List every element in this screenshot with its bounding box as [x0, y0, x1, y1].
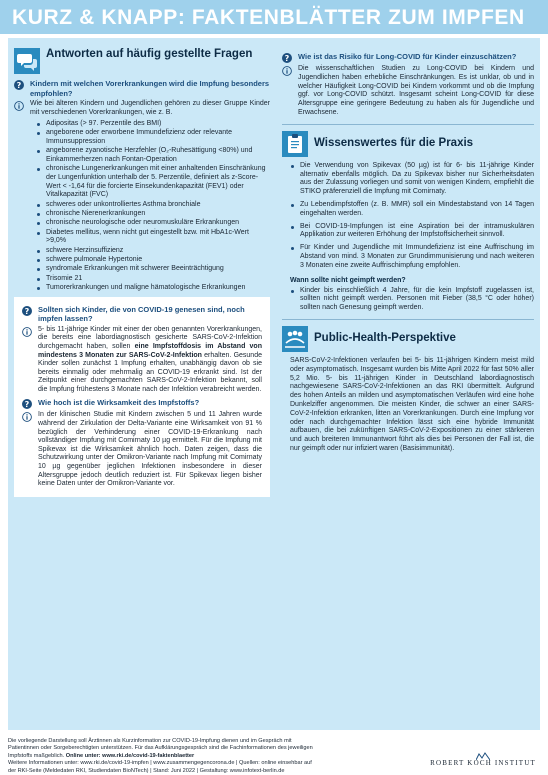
- list-item: chronische Nierenerkrankungen: [36, 210, 270, 219]
- question-icon: [22, 399, 32, 409]
- clipboard-icon: [282, 131, 308, 157]
- banner: [0, 0, 548, 34]
- question-icon: [14, 80, 24, 90]
- banner-title: KURZ & KNAPP: FAKTENBLÄTTER ZUM IMPFEN: [12, 6, 525, 29]
- svg-text:?: ?: [16, 81, 22, 90]
- footer-text: Impfstoffs maßgeblich.: [8, 752, 66, 759]
- list-item: Die Verwendung von Spikevax (50 µg) ist für 6- bis 11-jährige Kinder alternativ ebenfalls möglich. Da zu Spikevax bisher nur Sicherheitsdaten aus der Zulassung vorliegen und somit von wenigen Kindern, empfiehlt die STIKO präferenziell die Impfung mit Comirnaty.: [290, 162, 534, 197]
- list-item: Für Kinder und Jugendliche mit Immundefizienz ist eine Auffrischung im Abstand von mind. 3 Monaten zur Grundimmunisierung und nach weiteren 3 Monaten eine zweite Auffrischimpfung empfohlen.: [290, 244, 534, 270]
- footer-online-link[interactable]: Online unter: www.rki.de/covid-19-faktenblaetter: [65, 752, 195, 759]
- answer-4: [282, 65, 534, 118]
- footer-line: Die vorliegende Darstellung soll Ärztinnen als Kurzinformation zur COVID-19-Impfung dienen und im Gespräch mit: [8, 738, 292, 744]
- people-hands-icon: [282, 326, 308, 352]
- answer-2: [22, 326, 262, 395]
- footer-line: der RKI-Seite (Meldedaten RKI, Studiendaten BioNTech) | Stand: Juni 2022 | Gestaltung: www.infotext-berlin.de: [8, 767, 285, 774]
- svg-text:?: ?: [284, 54, 290, 63]
- list-item: angeborene oder erworbene Immundefizienz oder relevante Immunsuppression: [36, 129, 270, 147]
- answer-1-intro: Wie bei älteren Kindern und Jugendlichen gehören zu dieser Gruppe Kinder mit verschiedenen Vorerkrankungen, wie z. B.: [30, 100, 270, 116]
- rki-logo: [426, 752, 536, 768]
- answer-3: [22, 411, 262, 488]
- footer: [8, 738, 408, 775]
- praxis-title: Wissenswertes für die Praxis: [314, 136, 474, 149]
- info-icon: [14, 101, 24, 111]
- list-item: schwere pulmonale Hypertonie: [36, 256, 270, 265]
- answer-2-text: [38, 326, 262, 395]
- info-icon: [22, 327, 32, 337]
- content-panel: [8, 38, 540, 730]
- question-1-text: Kindern mit welchen Vorerkrankungen wird die Impfung besonders empfohlen?: [30, 79, 270, 98]
- divider: [282, 124, 534, 125]
- question-2-box: [14, 297, 270, 497]
- answer-4-text: Die wissenschaftlichen Studien zu Long-COVID bei Kindern und Jugendlichen haben erhebliche Einschränkungen. Es ist unklar, ob und in welcher Häufigkeit Long-COVID bei Kindern vorkommt und ob die Impfung ggf. vor Long-COVID schützt. Insgesamt scheint Long-COVID für diese Altersgruppe eine geringere Bedeutung zu haben als für Jugendliche und Erwachsene.: [298, 65, 534, 116]
- right-column: [282, 48, 534, 454]
- question-3-text: Wie hoch ist die Wirksamkeit des Impfstoffs?: [38, 398, 200, 408]
- question-3: [22, 398, 262, 409]
- question-4-text: Wie ist das Risiko für Long-COVID für Kinder einzuschätzen?: [298, 52, 517, 61]
- question-icon: [282, 53, 292, 63]
- praxis-list: [290, 162, 534, 271]
- conditions-list: [36, 120, 270, 293]
- answer-3-text: In der klinischen Studie mit Kindern zwischen 5 und 11 Jahren wurde während der Zirkulation der Delta-Variante eine Wirksamkeit von 91 % bezüglich der Verhinderung einer COVID-19-Erkrankung nach vollständiger Impfung mit Comirnaty 10 µg ermittelt. Für die Impfung mit Spikevax ist die Wirksamkeit ähnlich hoch. Daten zeigen, dass die Schutzwirkung unter der Omikron-Variante nach Impfung mit Comirnaty 10 µg gegenüber jeglichen Infektionen insbesondere in dieser Altersgruppe jedoch deutlich reduziert ist. Für Spikevax liegen bisher keine Daten unter der Omikron-Variante vor.: [38, 411, 262, 488]
- list-item: Bei COVID-19-Impfungen ist eine Aspiration bei der intramuskulären Applikation zur weiteren Erhöhung der Impfstoffsicherheit sinnvoll.: [290, 223, 534, 241]
- footer-line: Patientinnen oder Sorgeberechtigten unterstützen. Für das Aufklärungsgespräch sind die Fachinformationen des jeweiligen: [8, 745, 313, 752]
- list-item: angeborene zyanotische Herzfehler (O₂-Ruhesättigung <80%) und Einkammerherzen nach Fontan-Operation: [36, 147, 270, 165]
- public-health-header: [282, 326, 534, 352]
- answer-1: [14, 100, 270, 118]
- public-health-text: SARS-CoV-2-Infektionen verlaufen bei 5- bis 11-jährigen Kindern meist mild oder asymptomatisch. Insgesamt wurden bis Mitte April 2022 für fast 50% aller 5,2 Mio. 5- bis 11-jährigen Kinder in Deutschland labordiagnostisch nachgewiesene SARS-CoV-2-Infektionen an das RKI übermittelt. Aufgrund des hohen Anteils an milden und asymptomatischen Verläufen wird eine hohe Dunkelziffer angenommen. Die meisten Kinder, die schwer an einer SARS-CoV-2-Infektion erkranken, litten an Vorerkrankungen. Durch eine Impfung vor oder nach durchgemachter Infektion lässt sich eine hybride Immunität aufbauen, die bei zukünftigen SARS-CoV-2-Expositionen zu einer stärkeren und auch breiteren Immunantwort führt als dies bei Personen der Fall ist, die nur geimpft oder nur infiziert waren (Basisimmunität).: [290, 356, 534, 452]
- svg-text:?: ?: [24, 400, 30, 410]
- list-item: Tumorerkrankungen und maligne hämatologische Erkrankungen: [36, 284, 270, 293]
- public-health-title: Public-Health-Perspektive: [314, 331, 456, 344]
- no-vacc-list: [290, 287, 534, 313]
- answer-2-bold: eine Impfstoffdosis im Abstand von mindestens 3 Monaten zur SARS-CoV-2-Infektion: [38, 342, 262, 359]
- list-item: Zu Lebendimpfstoffen (z. B. MMR) soll ein Mindestabstand von 14 Tagen eingehalten werden.: [290, 201, 534, 219]
- list-item: syndromale Erkrankungen mit schwerer Beeinträchtigung: [36, 265, 270, 274]
- no-vacc-heading: Wann sollte nicht geimpft werden?: [290, 276, 406, 284]
- list-item: chronische Lungenerkrankungen mit einer anhaltenden Einschränkung der Lungenfunktion unterhalb der 5. Perzentile, definiert als z-Score-Wert < -1,64 für die forcierte Einsekundenkapazität (FEV1) oder Vitalkapazität (FVC): [36, 165, 270, 200]
- footer-line: [8, 753, 408, 760]
- answer-2-part2: erhalten. Gesunde Kinder sollen zunächst 1 Impfung erhalten, unabhängig davon ob sie bereits einmalig oder mehrmalig an COVID-19 erkrankt sind. Ist der Zeitpunkt einer durchgemachten SARS-CoV-2-Infektion bekannt, soll die Impfung frühestens 3 Monate nach der Infektion verabreicht werden.: [38, 351, 262, 393]
- list-item: schwere Herzinsuffizienz: [36, 247, 270, 256]
- question-4: [282, 52, 534, 63]
- list-item: Diabetes mellitus, wenn nicht gut eingestellt bzw. mit HbA1c-Wert >9,0%: [36, 229, 270, 247]
- footer-line: Weitere Informationen unter: www.rki.de/covid-19-impfen | www.zusammengegencorona.de | Quellen: online einsehbar auf: [8, 760, 312, 767]
- praxis-header: [282, 131, 534, 157]
- list-item: Trisomie 21: [36, 275, 270, 284]
- question-1: [14, 79, 270, 98]
- question-2-text: Sollten sich Kinder, die von COVID-19 genesen sind, noch impfen lassen?: [38, 304, 245, 324]
- info-icon: [282, 66, 292, 76]
- faq-header: [14, 48, 270, 74]
- question-2: [22, 305, 262, 324]
- svg-text:?: ?: [24, 306, 30, 316]
- left-column: [14, 48, 270, 501]
- chat-bubbles-icon: [14, 48, 40, 74]
- list-item: Adipositas (> 97. Perzentile des BMI): [36, 120, 270, 129]
- list-item: Kinder bis einschließlich 4 Jahre, für die kein Impfstoff zugelassen ist, sollten nicht geimpft werden. Personen mit Fieber (38,5 °C oder höher) sollten nach Genesung geimpft werden.: [290, 287, 534, 313]
- divider: [282, 319, 534, 320]
- list-item: schweres oder unkontrolliertes Asthma bronchiale: [36, 201, 270, 210]
- rki-logo-text: ROBERT KOCH INSTITUT: [430, 759, 536, 767]
- answer-2-part1: 5- bis 11-jährige Kinder mit einer der oben genannten Vorerkrankungen, die bereits eine labordiagnostisch gesicherte SARS-CoV-2-Infektion durchgemacht haben, sollen: [38, 325, 262, 350]
- question-icon: [22, 306, 32, 316]
- faq-title: Antworten auf häufig gestellte Fragen: [46, 48, 253, 60]
- list-item: chronische neurologische oder neuromuskuläre Erkrankungen: [36, 219, 270, 228]
- info-icon: [22, 412, 32, 422]
